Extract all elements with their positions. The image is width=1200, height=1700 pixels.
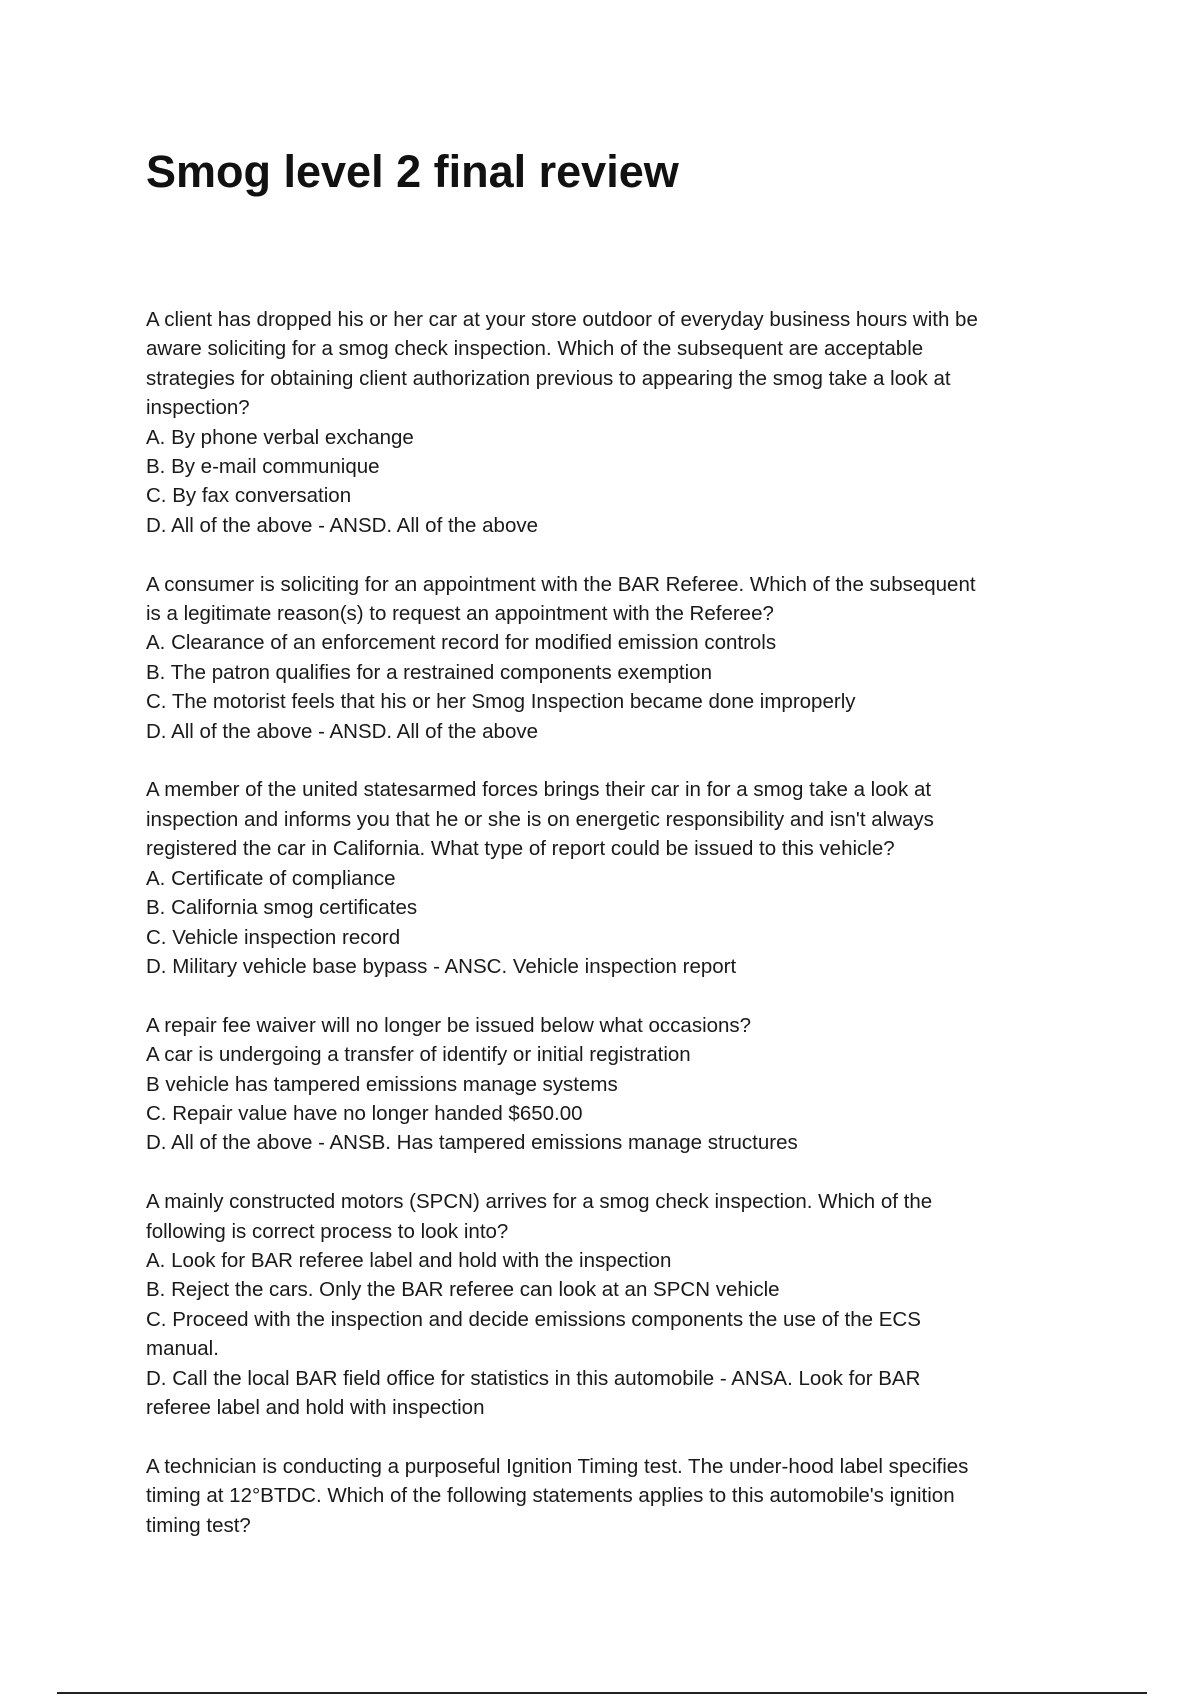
text-line: A. By phone verbal exchange [146, 425, 414, 449]
text-line: aware soliciting for a smog check inspection. Which of the subsequent are acceptable [146, 337, 924, 361]
text-line: A car is undergoing a transfer of identify or initial registration [146, 1043, 691, 1067]
text-line: C. Proceed with the inspection and decide emissions components the use of the ECS [146, 1307, 921, 1331]
text-line: referee label and hold with inspection [146, 1395, 485, 1419]
text-line: manual. [146, 1337, 219, 1361]
text-line: registered the car in California. What type of report could be issued to this vehicle? [146, 837, 895, 861]
text-line: inspection? [146, 396, 250, 420]
text-line: is a legitimate reason(s) to request an appointment with the Referee? [146, 602, 774, 626]
text-line: timing test? [146, 1513, 251, 1537]
text-line: strategies for obtaining client authorization previous to appearing the smog take a look at [146, 366, 951, 390]
question-block [146, 570, 1076, 746]
text-line: B. By e-mail communique [146, 455, 380, 479]
text-line: B. California smog certificates [146, 896, 418, 920]
question-block [146, 1011, 1076, 1158]
text-line: A. Clearance of an enforcement record for modified emission controls [146, 631, 777, 655]
question-text-line: A repair fee waiver will no longer be issued below what occasions? [146, 1013, 752, 1037]
question-block [146, 305, 1076, 540]
question-list [146, 305, 1076, 1569]
text-line: C. The motorist feels that his or her Smog Inspection became done improperly [146, 690, 856, 714]
question-text-line: A technician is conducting a purposeful Ignition Timing test. The under-hood label specifies [146, 1454, 969, 1478]
text-line: B. Reject the cars. Only the BAR referee can look at an SPCN vehicle [146, 1278, 780, 1302]
text-line: D. All of the above - ANSB. Has tampered emissions manage structures [146, 1131, 798, 1155]
text-line: C. By fax conversation [146, 484, 352, 508]
text-line: following is correct process to look into? [146, 1219, 509, 1243]
text-line: A. Look for BAR referee label and hold with the inspection [146, 1248, 672, 1272]
text-line: B vehicle has tampered emissions manage systems [146, 1072, 618, 1096]
question-block [146, 775, 1076, 981]
text-line: C. Vehicle inspection record [146, 925, 401, 949]
question-text-line: A mainly constructed motors (SPCN) arrives for a smog check inspection. Which of the [146, 1190, 933, 1214]
text-line: D. All of the above - ANSD. All of the above [146, 513, 539, 537]
page-title: Smog level 2 final review [146, 146, 679, 197]
question-block [146, 1187, 1076, 1422]
text-line: timing at 12°BTDC. Which of the following statements applies to this automobile's ignition [146, 1484, 955, 1508]
text-line: B. The patron qualifies for a restrained components exemption [146, 660, 712, 684]
question-text-line: A member of the united statesarmed forces brings their car in for a smog take a look at [146, 778, 932, 802]
question-text-line: A client has dropped his or her car at your store outdoor of everyday business hours with be [146, 308, 978, 331]
question-text-line: A consumer is soliciting for an appointment with the BAR Referee. Which of the subsequent [146, 572, 976, 596]
text-line: inspection and informs you that he or she is on energetic responsibility and isn't always [146, 807, 934, 831]
text-line: D. Military vehicle base bypass - ANSC. Vehicle inspection report [146, 954, 737, 978]
footer-divider [57, 1692, 1147, 1694]
text-line: D. All of the above - ANSD. All of the above [146, 719, 539, 743]
question-block [146, 1452, 1076, 1540]
text-line: C. Repair value have no longer handed $650.00 [146, 1101, 583, 1125]
text-line: D. Call the local BAR field office for statistics in this automobile - ANSA. Look for BAR [146, 1366, 921, 1390]
text-line: A. Certificate of compliance [146, 866, 396, 890]
